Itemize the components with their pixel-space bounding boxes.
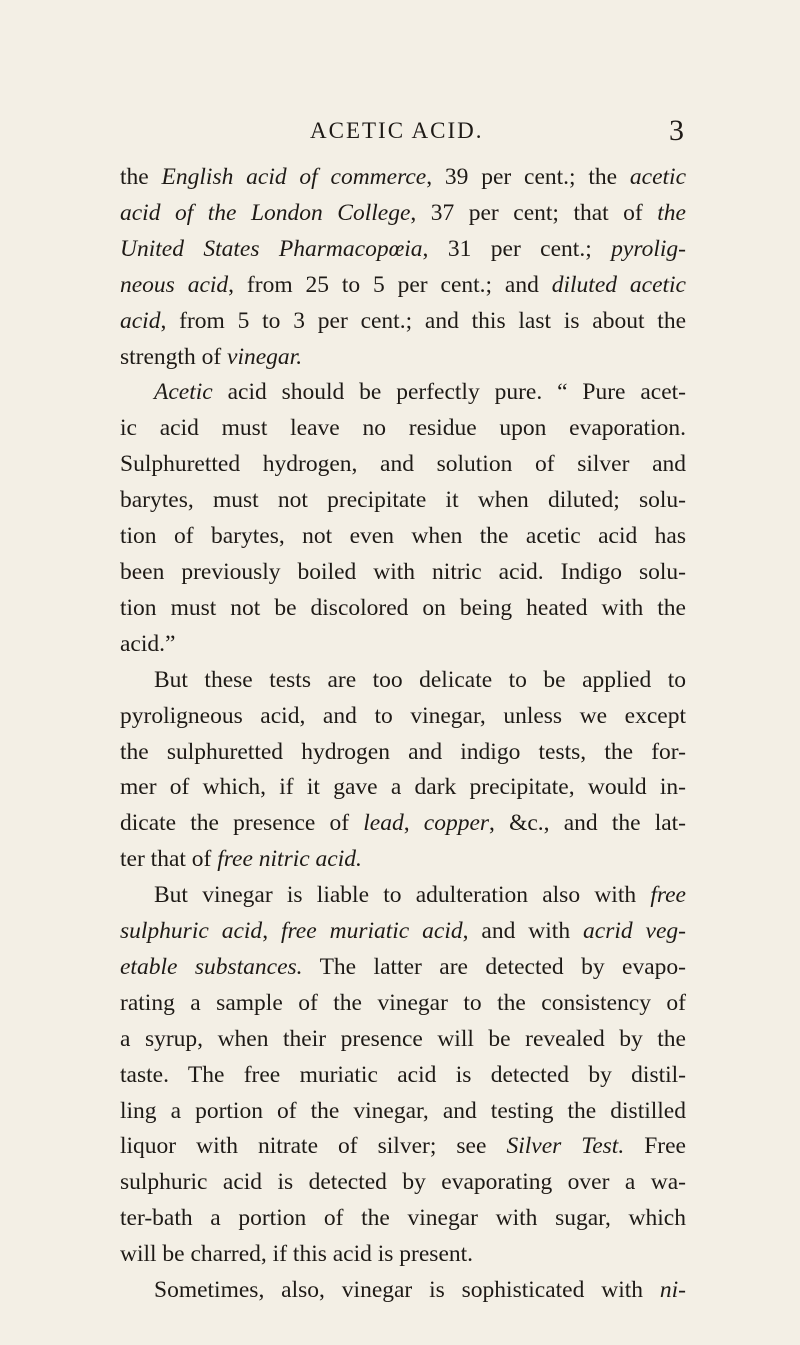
italic-run: the xyxy=(657,199,686,226)
text-line xyxy=(120,1094,686,1130)
text-run: ter-bath a portion of the vinegar with sugar, which xyxy=(120,1205,686,1232)
text-run: pyroligneous acid, and to vinegar, unless we except xyxy=(120,702,686,729)
text-run: , from 5 to 3 per cent.; and this last is about the xyxy=(160,307,686,334)
text-line xyxy=(120,950,686,986)
italic-run: free xyxy=(650,882,686,909)
text-run: , 39 per cent.; the xyxy=(426,164,630,190)
italic-run: ni- xyxy=(659,1277,686,1304)
text-run: Sulphuretted hydrogen, and solution of silver and xyxy=(120,451,686,478)
text-line xyxy=(120,304,686,340)
text-run: Sometimes, also, vinegar is sophisticated with xyxy=(154,1277,660,1304)
text-run: liquor with nitrate of silver; see xyxy=(120,1133,507,1160)
italic-run: etable substances. xyxy=(120,953,303,980)
text-line xyxy=(120,986,686,1022)
italic-run: Silver Test. xyxy=(506,1133,625,1160)
text-run: tion must not be discolored on being heated with the xyxy=(120,594,686,621)
text-run: sulphuric acid is detected by evaporating over a wa- xyxy=(120,1169,686,1196)
text-line xyxy=(120,555,686,591)
text-line xyxy=(120,1201,686,1237)
italic-run: vinegar. xyxy=(227,343,303,370)
text-line xyxy=(120,160,686,196)
italic-run: English acid of commerce xyxy=(161,164,427,190)
text-line xyxy=(120,340,686,376)
text-run: Free xyxy=(624,1133,686,1160)
text-line xyxy=(120,591,686,627)
text-line xyxy=(120,196,686,232)
italic-run: Acetic xyxy=(154,379,213,406)
italic-run: free nitric acid. xyxy=(217,846,362,873)
text-run: taste. The free muriatic acid is detected by distil- xyxy=(120,1061,686,1088)
text-run: will be charred, if this acid is present. xyxy=(120,1241,474,1268)
text-line xyxy=(120,699,686,735)
text-run: dicate the presence of xyxy=(120,810,364,837)
text-line xyxy=(120,1129,686,1165)
text-run: ling a portion of the vinegar, and testing the distilled xyxy=(120,1097,686,1124)
text-run: the sulphuretted hydrogen and indigo tests, the for- xyxy=(120,738,686,765)
text-run: , &c., and the lat- xyxy=(489,810,687,837)
text-run: , 31 per cent.; xyxy=(422,235,612,262)
text-line xyxy=(120,232,686,268)
text-line xyxy=(120,1165,686,1201)
text-line xyxy=(120,268,686,304)
text-run: the xyxy=(120,164,162,190)
italic-run: lead xyxy=(363,810,404,837)
text-line xyxy=(120,1022,686,1058)
text-line xyxy=(120,735,686,771)
italic-run: acrid veg- xyxy=(583,918,686,945)
italic-run: acid xyxy=(120,307,161,334)
italic-run: neous acid xyxy=(120,271,229,298)
text-run: , from 25 to 5 per cent.; and xyxy=(228,271,552,298)
text-run: But vinegar is liable to adulteration also with xyxy=(154,882,651,909)
text-run: barytes, must not precipitate it when diluted; solu- xyxy=(120,487,686,514)
text-line xyxy=(120,411,686,447)
text-line xyxy=(120,1058,686,1094)
italic-run: diluted acetic xyxy=(551,271,686,298)
running-head xyxy=(120,114,800,152)
text-line xyxy=(120,483,686,519)
italic-run: acetic xyxy=(629,164,687,190)
text-line xyxy=(120,519,686,555)
text-run: acid should be perfectly pure. “ Pure acet- xyxy=(212,379,686,406)
text-run: rating a sample of the vinegar to the consistency of xyxy=(120,989,686,1016)
text-run: The latter are detected by evapo- xyxy=(302,953,686,980)
italic-run: free muriatic acid xyxy=(281,918,463,945)
italic-run: United States Pharmacopœia xyxy=(120,235,423,262)
text-line xyxy=(120,842,686,878)
text-run: been previously boiled with nitric acid. Indigo solu- xyxy=(120,558,686,585)
text-line xyxy=(120,1273,686,1309)
italic-run: sulphuric acid xyxy=(120,918,263,945)
text-run: , 37 per cent; that of xyxy=(410,199,658,226)
text-line xyxy=(120,806,686,842)
text-run: tion of barytes, not even when the acetic acid has xyxy=(120,523,686,550)
page-number: 3 xyxy=(669,114,684,147)
text-run: mer of which, if it gave a dark precipitate, would in- xyxy=(120,774,686,801)
text-line xyxy=(120,447,686,483)
running-title: ACETIC ACID. xyxy=(310,118,484,143)
text-line xyxy=(120,1237,686,1273)
italic-run: pyrolig- xyxy=(611,235,686,262)
text-line xyxy=(120,914,686,950)
text-run: But these tests are too delicate to be applied to xyxy=(154,666,686,693)
text-line xyxy=(120,663,686,699)
text-run: a syrup, when their presence will be revealed by the xyxy=(120,1025,686,1052)
text-run: , and with xyxy=(462,918,584,945)
text-line xyxy=(120,375,686,411)
italic-run: acid of the London College xyxy=(120,199,411,226)
italic-run: copper xyxy=(423,810,490,837)
text-run: , xyxy=(403,810,424,837)
text-run: ter that of xyxy=(120,846,218,873)
text-line xyxy=(120,770,686,806)
text-line xyxy=(120,878,686,914)
text-line xyxy=(120,627,686,663)
text-run: , xyxy=(262,918,281,945)
text-run: acid.” xyxy=(120,630,176,657)
text-run: ic acid must leave no residue upon evaporation. xyxy=(120,415,686,442)
body-text xyxy=(120,160,686,1309)
text-run: strength of xyxy=(120,343,228,370)
